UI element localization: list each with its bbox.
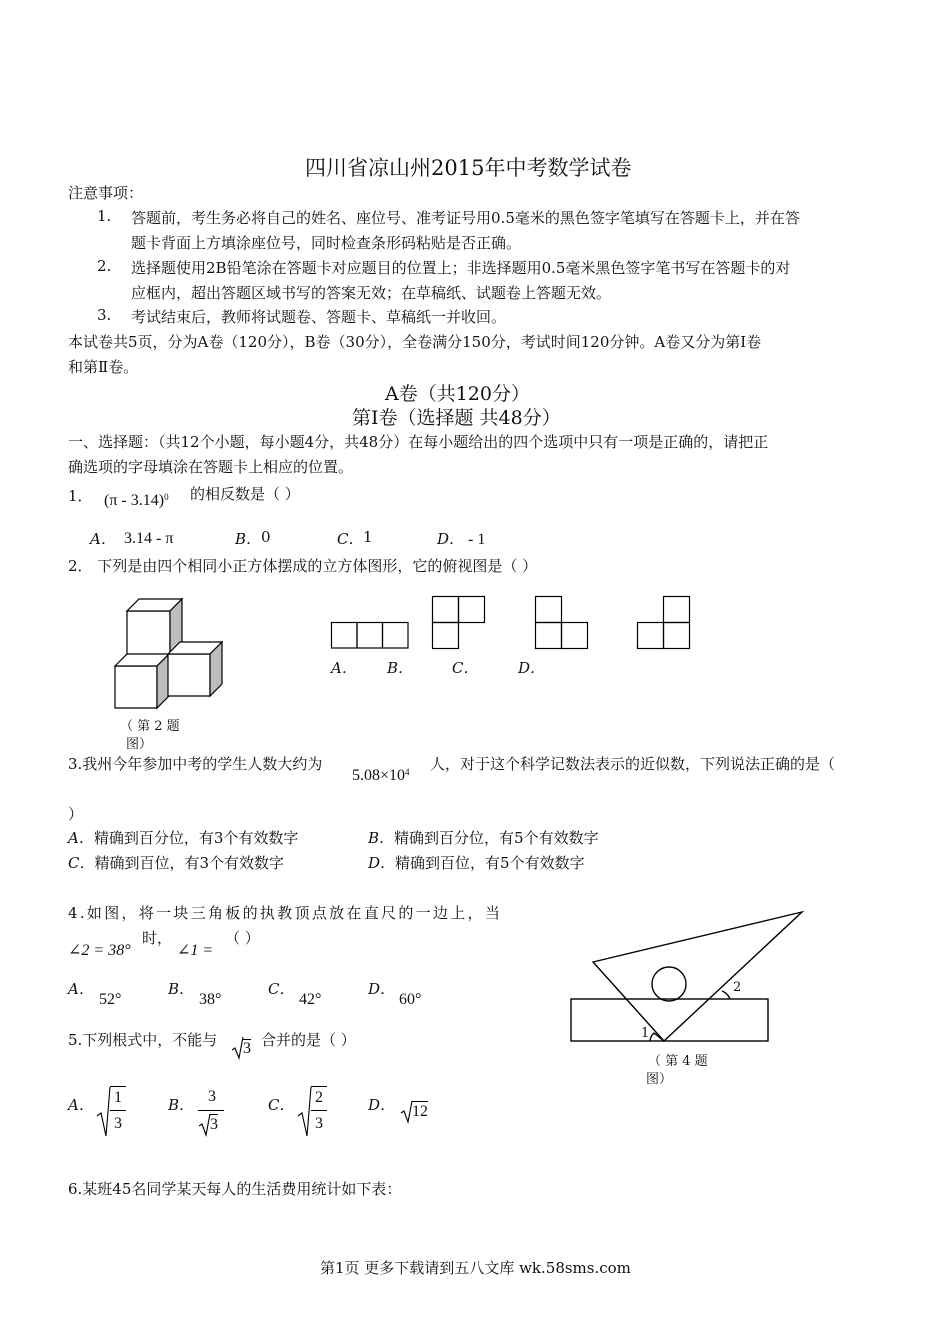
q5-radicand: 3 xyxy=(243,1040,251,1057)
q3-text: 人，对于这个科学记数法表示的近似数，下列说法正确的是（ xyxy=(430,755,836,773)
q4-ask: ∠1 = xyxy=(177,942,214,959)
q6-text: 6.某班45名同学某天每人的生活费用统计如下表： xyxy=(68,1180,402,1198)
q1-text: 的相反数是（ ） xyxy=(190,485,300,503)
q4-text: 4.如图，将一块三角板的执教顶点放在直尺的一边上，当 xyxy=(68,904,503,922)
q1-option-value: - 1 xyxy=(468,531,486,548)
q5-option-numerator: 2 xyxy=(311,1086,327,1109)
q2-caption: （ 第 2 题 xyxy=(120,719,180,734)
q2-cubes-figure xyxy=(110,598,230,718)
q4-angle-2-label: 2 xyxy=(733,980,742,995)
q2-option-label: A． xyxy=(331,659,357,677)
q5-option-label: A． xyxy=(68,1096,94,1114)
q3-option: C．精确到百位，有3个有效数字 xyxy=(68,854,285,872)
q5-option-label: B． xyxy=(168,1096,195,1114)
q3-option: D．精确到百位，有5个有效数字 xyxy=(368,854,585,872)
part1-heading: 第Ⅰ卷（选择题 共48分） xyxy=(352,407,561,429)
instructions: 一、选择题：（共12个小题，每小题4分，共48分）在每小题给出的四个选项中只有一项是正确的，请把正 xyxy=(68,433,769,451)
notice-item-num: 1. xyxy=(97,207,112,225)
q1-option-value: 1 xyxy=(363,528,373,546)
section-a-heading: A卷（共120分） xyxy=(385,383,530,405)
notice-heading: 注意事项： xyxy=(68,184,144,202)
notice-summary: 和第Ⅱ卷。 xyxy=(68,358,139,376)
notice-summary: 本试卷共5页，分为A卷（120分），B卷（30分），全卷满分150分，考试时间120分钟。A卷又分为第Ⅰ卷 xyxy=(68,333,762,351)
q4-angle-1-label: 1 xyxy=(641,1026,650,1041)
q5-option-radicand: 12 xyxy=(412,1103,428,1120)
q2-caption: 图） xyxy=(126,737,153,752)
q1-option-label: D． xyxy=(437,530,465,548)
q1-option-value: 0 xyxy=(261,528,271,546)
q5-option-denominator: 3 xyxy=(114,1115,122,1132)
q4-option-label: A． xyxy=(68,980,94,998)
q5-option-label: D． xyxy=(368,1096,396,1114)
q5-option-numerator: 3 xyxy=(208,1088,216,1105)
q1-option-label: B． xyxy=(235,530,262,548)
q2-option-label: D． xyxy=(518,659,546,677)
q2-option-c-view xyxy=(535,596,589,650)
q2-option-a-view xyxy=(331,622,409,649)
fraction-bar xyxy=(311,1110,327,1111)
q4-option-label: B． xyxy=(168,980,195,998)
q4-condition: ∠2 = 38° xyxy=(68,942,131,959)
q2-option-label: C． xyxy=(452,659,479,677)
q5-option-denominator: 3 xyxy=(315,1115,323,1132)
page-title: 四川省凉山州2015年中考数学试卷 xyxy=(305,156,632,180)
q1-option-label: C． xyxy=(337,530,364,548)
q4-caption: 图） xyxy=(646,1072,673,1087)
q3-option: A．精确到百分位，有3个有效数字 xyxy=(68,829,299,847)
q2-option-label: B． xyxy=(387,659,414,677)
notice-item-text: 题卡背面上方填涂座位号，同时检查条形码粘贴是否正确。 xyxy=(131,234,522,252)
q5-text: 5.下列根式中，不能与 xyxy=(68,1031,218,1049)
q4-ruler-triangle-figure xyxy=(570,910,810,1050)
q4-option-value: 60° xyxy=(399,991,422,1008)
q4-option-value: 52° xyxy=(99,991,122,1008)
sqrt-icon xyxy=(97,1086,111,1138)
q4-text: （ ） xyxy=(225,929,260,947)
q4-text: 时， xyxy=(142,929,173,947)
q3-text: 3.我州今年参加中考的学生人数大约为 xyxy=(68,755,323,773)
notice-item-text: 考试结束后，教师将试题卷、答题卡、草稿纸一并收回。 xyxy=(131,308,507,326)
notice-item-text: 应框内，超出答题区域书写的答案无效；在草稿纸、试题卷上答题无效。 xyxy=(131,284,612,302)
q4-caption: （ 第 4 题 xyxy=(648,1054,708,1069)
q5-option-denominator: 3 xyxy=(210,1116,218,1133)
q4-option-label: C． xyxy=(268,980,295,998)
q5-text: 合并的是（ ） xyxy=(261,1031,356,1049)
q3-number: $5.08\times 10^4$ xyxy=(352,767,410,784)
q2-text: 2． 下列是由四个相同小正方体摆成的立方体图形，它的俯视图是（ ） xyxy=(68,557,538,575)
notice-item-num: 2. xyxy=(97,257,112,275)
q3-option: B．精确到百分位，有5个有效数字 xyxy=(368,829,599,847)
q1-number: 1． xyxy=(68,487,93,505)
q3-text: ） xyxy=(68,805,84,823)
sqrt-icon xyxy=(298,1086,312,1138)
q2-option-b-view xyxy=(432,596,486,650)
q4-option-value: 38° xyxy=(199,991,222,1008)
q1-option-label: A． xyxy=(90,530,116,548)
q1-expression: (π - 3.14)$^0$ xyxy=(104,492,169,509)
fraction-bar xyxy=(198,1110,224,1111)
page-footer: 第1页 更多下载请到五八文库 wk.58sms.com xyxy=(320,1259,631,1277)
notice-item-num: 3. xyxy=(97,306,112,324)
fraction-bar xyxy=(110,1110,126,1111)
q4-option-label: D． xyxy=(368,980,396,998)
q1-option-value: 3.14 - π xyxy=(124,530,174,547)
q4-option-value: 42° xyxy=(299,991,322,1008)
notice-item-text: 选择题使用2B铅笔涂在答题卡对应题目的位置上；非选择题用0.5毫米黑色签字笔书写在答题卡的对 xyxy=(131,259,791,277)
q5-option-label: C． xyxy=(268,1096,295,1114)
notice-item-text: 答题前，考生务必将自己的姓名、座位号、准考证号用0.5毫米的黑色签字笔填写在答题卡上，并在答 xyxy=(131,209,800,227)
q2-option-d-view xyxy=(637,596,691,650)
q5-option-numerator: 1 xyxy=(110,1086,126,1109)
instructions: 确选项的字母填涂在答题卡上相应的位置。 xyxy=(68,458,354,476)
